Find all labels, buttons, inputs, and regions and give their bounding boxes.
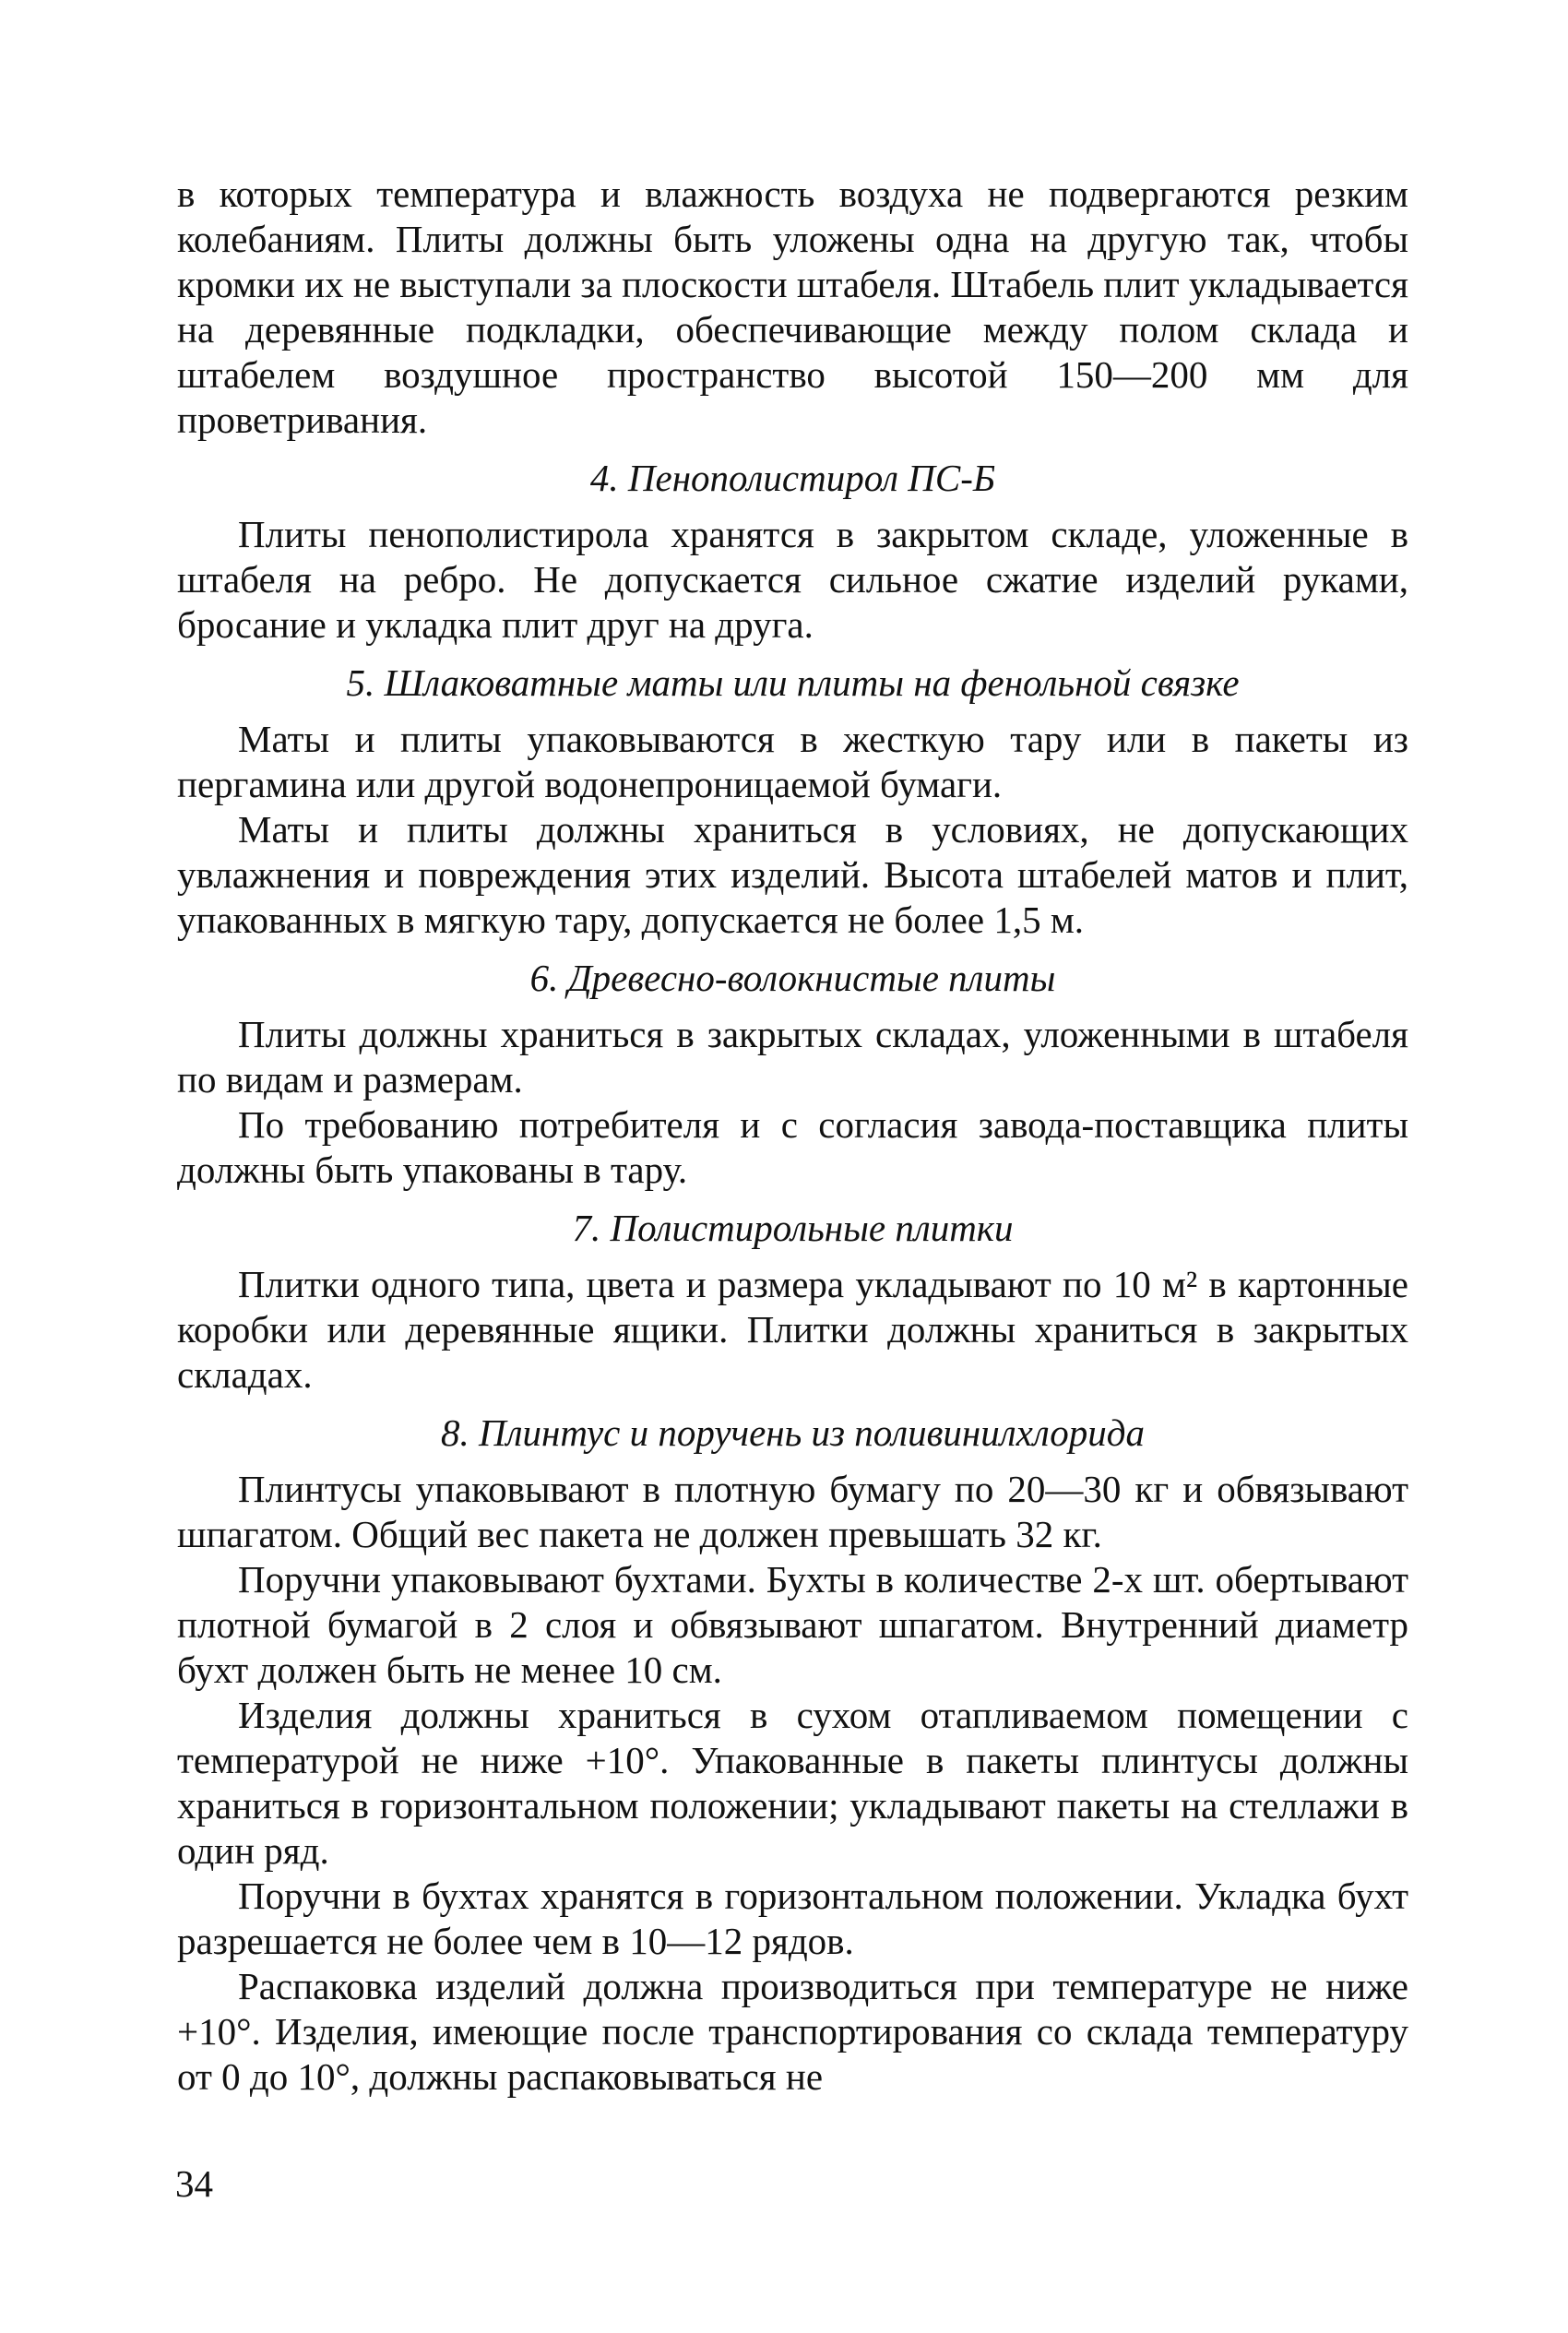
paragraph: Изделия должны храниться в сухом отапливаемом помещении с температурой не ниже +10°. Упакованные в пакеты плинтусы должны храниться в горизонтальном положении; укладывают пакеты на стеллажи в один ряд. [177,1694,1408,1872]
section-heading: 4. Пенополистирол ПС-Б [589,457,996,499]
paragraph: Маты и плиты упаковываются в жесткую тару или в пакеты из пергамина или другой водонепроницаемой бумаги. [177,718,1408,805]
section-heading: 8. Плинтус и поручень из поливинилхлорида [441,1411,1145,1454]
section-heading: 7. Полистирольные плитки [572,1207,1014,1249]
paragraph: Поручни в бухтах хранятся в горизонтальном положении. Укладка бухт разрешается не более чем в 10—12 рядов. [177,1875,1408,1962]
paragraph: Плиты должны храниться в закрытых складах, уложенными в штабеля по видам и размерам. [177,1013,1408,1101]
page-number: 34 [175,2162,213,2205]
paragraph: в которых температура и влажность воздуха не подвергаются резким колебаниям. Плиты должны быть уложены одна на другую так, чтобы кромки их не выступали за плоскости штабеля. Штабель плит укладывается на деревянные подкладки, обеспечивающие между полом склада и штабелем воздушное пространство высотой 150—200 мм для проветривания. [177,173,1408,441]
section-heading: 5. Шлаковатные маты или плиты на фенольной связке [346,661,1240,704]
document-page [177,172,1408,2100]
paragraph: Распаковка изделий должна производиться при температуре не ниже +10°. Изделия, имеющие после транспортирования со склада температуру от 0 до 10°, должны распаковываться не [177,1965,1408,2098]
section-heading: 6. Древесно-волокнистые плиты [529,957,1056,999]
paragraph: Плиты пенополистирола хранятся в закрытом складе, уложенные в штабеля на ребро. Не допускается сильное сжатие изделий руками, бросание и укладка плит друг на друга. [177,513,1408,646]
paragraph: Поручни упаковывают бухтами. Бухты в количестве 2-х шт. обертывают плотной бумагой в 2 слоя и обвязывают шпагатом. Внутренний диаметр бухт должен быть не менее 10 см. [177,1558,1408,1691]
paragraph: Плинтусы упаковывают в плотную бумагу по 20—30 кг и обвязывают шпагатом. Общий вес пакета не должен превышать 32 кг. [177,1468,1408,1555]
paragraph: По требованию потребителя и с согласия завода-поставщика плиты должны быть упакованы в тару. [177,1103,1408,1191]
paragraph: Плитки одного типа, цвета и размера укладывают по 10 м² в картонные коробки или деревянные ящики. Плитки должны храниться в закрытых складах. [177,1263,1408,1396]
paragraph: Маты и плиты должны храниться в условиях, не допускающих увлажнения и повреждения этих изделий. Высота штабелей матов и плит, упакованных в мягкую тару, допускается не более 1,5 м. [177,808,1408,941]
